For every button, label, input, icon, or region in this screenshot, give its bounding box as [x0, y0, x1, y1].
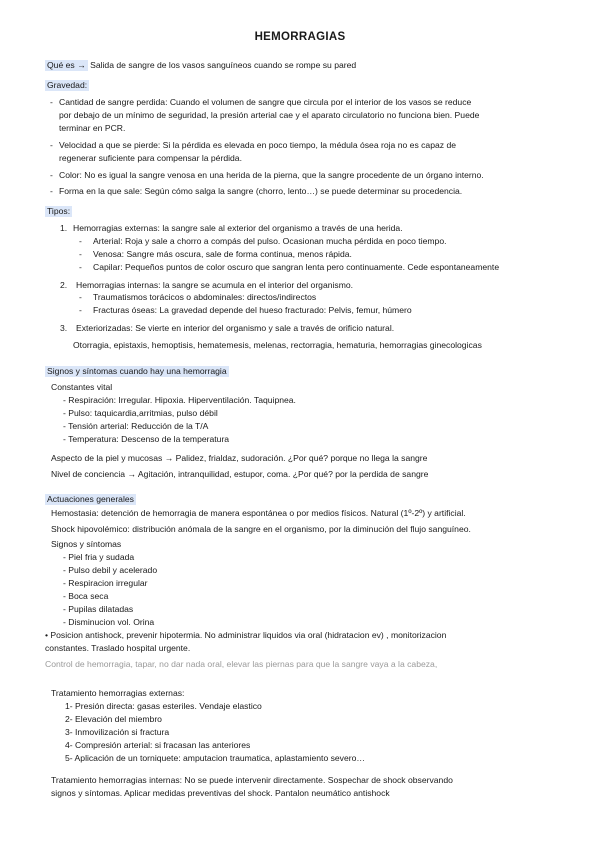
tipos-number: 2. — [60, 280, 68, 290]
tipos-item: Hemorragias internas: la sangre se acumula en el interior del organismo. — [76, 280, 354, 290]
constantes-item: - Respiración: Irregular. Hipoxia. Hiperventilación. Taquipnea. — [63, 395, 296, 405]
tipos-sub-dash: - — [79, 249, 82, 259]
gravedad-item-line: Velocidad a que se pierde: Si la pérdida es elevada en poco tiempo, la médula ósea roja no es capaz de — [59, 140, 457, 150]
tipos-heading: Tipos: — [47, 206, 71, 216]
actuaciones-heading: Actuaciones generales — [47, 494, 134, 504]
gravedad-item-line: Color: No es igual la sangre venosa en una herida de la pierna, que la sangre procedente de un órgano interno. — [59, 170, 484, 180]
actuaciones-signos-item: - Pupilas dilatadas — [63, 604, 134, 614]
page-title: HEMORRAGIAS — [254, 31, 346, 43]
actuaciones-signos-item: - Boca seca — [63, 591, 109, 601]
tipos-item: Exteriorizadas: Se vierte en interior del organismo y sale a través de orificio natural. — [76, 323, 395, 333]
tipos-item: Hemorragias externas: la sangre sale al exterior del organismo a través de una herida. — [73, 223, 403, 233]
constantes-label: Constantes vital — [51, 382, 113, 392]
control-line: Control de hemorragia, tapar, no dar nada oral, elevar las piernas para que la sangre vaya a la cabeza, — [45, 659, 438, 669]
tipos-sub-item: Venosa: Sangre más oscura, sale de forma continua, menos rápida. — [93, 249, 352, 259]
tratamiento-externas-item: 5- Aplicación de un torniquete: amputacion traumatica, aplastamiento severo… — [65, 753, 365, 763]
gravedad-bullet: - — [50, 186, 53, 196]
que-es-text: Salida de sangre de los vasos sanguíneos cuando se rompe su pared — [90, 60, 357, 70]
gravedad-item-line: terminar en PCR. — [59, 123, 126, 133]
constantes-item: - Pulso: taquicardia,arritmias, pulso débil — [63, 408, 218, 418]
posicion-line: • Posicion antishock, prevenir hipotermia. No administrar liquidos via oral (hidratacion ev) , monitorizacion — [45, 630, 447, 640]
conciencia-line: Nivel de conciencia → Agitación, intranquilidad, estupor, coma. ¿Por qué? por la perdida de sangre — [51, 469, 429, 479]
tratamiento-externas-item: 2- Elevación del miembro — [65, 714, 162, 724]
shock-line: Shock hipovolémico: distribución anómala de la sangre en el organismo, por la diminución del flujo sanguíneo. — [51, 524, 471, 534]
actuaciones-signos-item: - Disminucion vol. Orina — [63, 617, 155, 627]
gravedad-item-line: regenerar suficiente para compensar la pérdida. — [59, 153, 242, 163]
tipos-sub-dash: - — [79, 292, 82, 302]
tratamiento-internas-line: Tratamiento hemorragias internas: No se puede intervenir directamente. Sospechar de shock observando — [51, 775, 453, 785]
gravedad-item-line: Cantidad de sangre perdida: Cuando el volumen de sangre que circula por el interior de los vasos se reduce — [59, 97, 472, 107]
que-es-label: Qué es → — [47, 60, 86, 70]
signos-heading: Signos y síntomas cuando hay una hemorragia — [47, 366, 227, 376]
actuaciones-signos-label: Signos y síntomas — [51, 539, 122, 549]
tratamiento-externas-item: 1- Presión directa: gasas esteriles. Vendaje elastico — [65, 701, 262, 711]
actuaciones-signos-item: - Pulso debil y acelerado — [63, 565, 158, 575]
tipos-sub-dash: - — [79, 262, 82, 272]
tipos-sub-item: Fracturas óseas: La gravedad depende del hueso fracturado: Pelvis, femur, húmero — [93, 305, 412, 315]
tratamiento-externas-heading: Tratamiento hemorragias externas: — [51, 688, 185, 698]
gravedad-heading: Gravedad: — [47, 80, 88, 90]
hemostasia-line: Hemostasia: detención de hemorragia de manera espontánea o por medios físicos. Natural (1º-2º) y artificial. — [51, 508, 466, 518]
tipos-number: 1. — [60, 223, 68, 233]
gravedad-bullet: - — [50, 170, 53, 180]
tratamiento-internas-line: signos y síntomas. Aplicar medidas preventivas del shock. Pantalon neumático antishock — [51, 788, 390, 798]
actuaciones-signos-item: - Piel fria y sudada — [63, 552, 135, 562]
posicion-line: constantes. Traslado hospital urgente. — [45, 643, 191, 653]
constantes-item: - Temperatura: Descenso de la temperatura — [63, 434, 230, 444]
gravedad-item-line: por debajo de un mínimo de seguridad, la presión arterial cae y el aparato circulatorio no funciona bien. Puede — [59, 110, 480, 120]
que-es-line — [45, 60, 356, 71]
actuaciones-signos-item: - Respiracion irregular — [63, 578, 148, 588]
gravedad-item-line: Forma en la que sale: Según cómo salga la sangre (chorro, lento…) se puede determinar su procedencia. — [59, 186, 463, 196]
gravedad-bullet: - — [50, 97, 53, 107]
tipos-sub-item: Traumatismos torácicos o abdominales: directos/indirectos — [93, 292, 317, 302]
tipos-sub-item: Arterial: Roja y sale a chorro a compás del pulso. Ocasionan mucha pérdida en poco tiempo. — [93, 236, 447, 246]
aspecto-line: Aspecto de la piel y mucosas → Palidez, frialdaz, sudoración. ¿Por qué? porque no llega la sangre — [51, 453, 428, 463]
gravedad-bullet: - — [50, 140, 53, 150]
tipos-number: 3. — [60, 323, 68, 333]
tratamiento-externas-item: 3- Inmovilización si fractura — [65, 727, 170, 737]
tipos-sub-dash: - — [79, 305, 82, 315]
tipos-sub-dash: - — [79, 236, 82, 246]
exteriorizadas-list: Otorragia, epistaxis, hemoptisis, hematemesis, melenas, rectorragia, hematuria, hemorragias ginecologicas — [73, 340, 482, 350]
tipos-sub-item: Capilar: Pequeños puntos de color oscuro que sangran lenta pero continuamente. Cede espontaneamente — [93, 262, 500, 272]
constantes-item: - Tensión arterial: Reducción de la T/A — [63, 421, 209, 431]
tratamiento-externas-item: 4- Compresión arterial: si fracasan las anteriores — [65, 740, 251, 750]
